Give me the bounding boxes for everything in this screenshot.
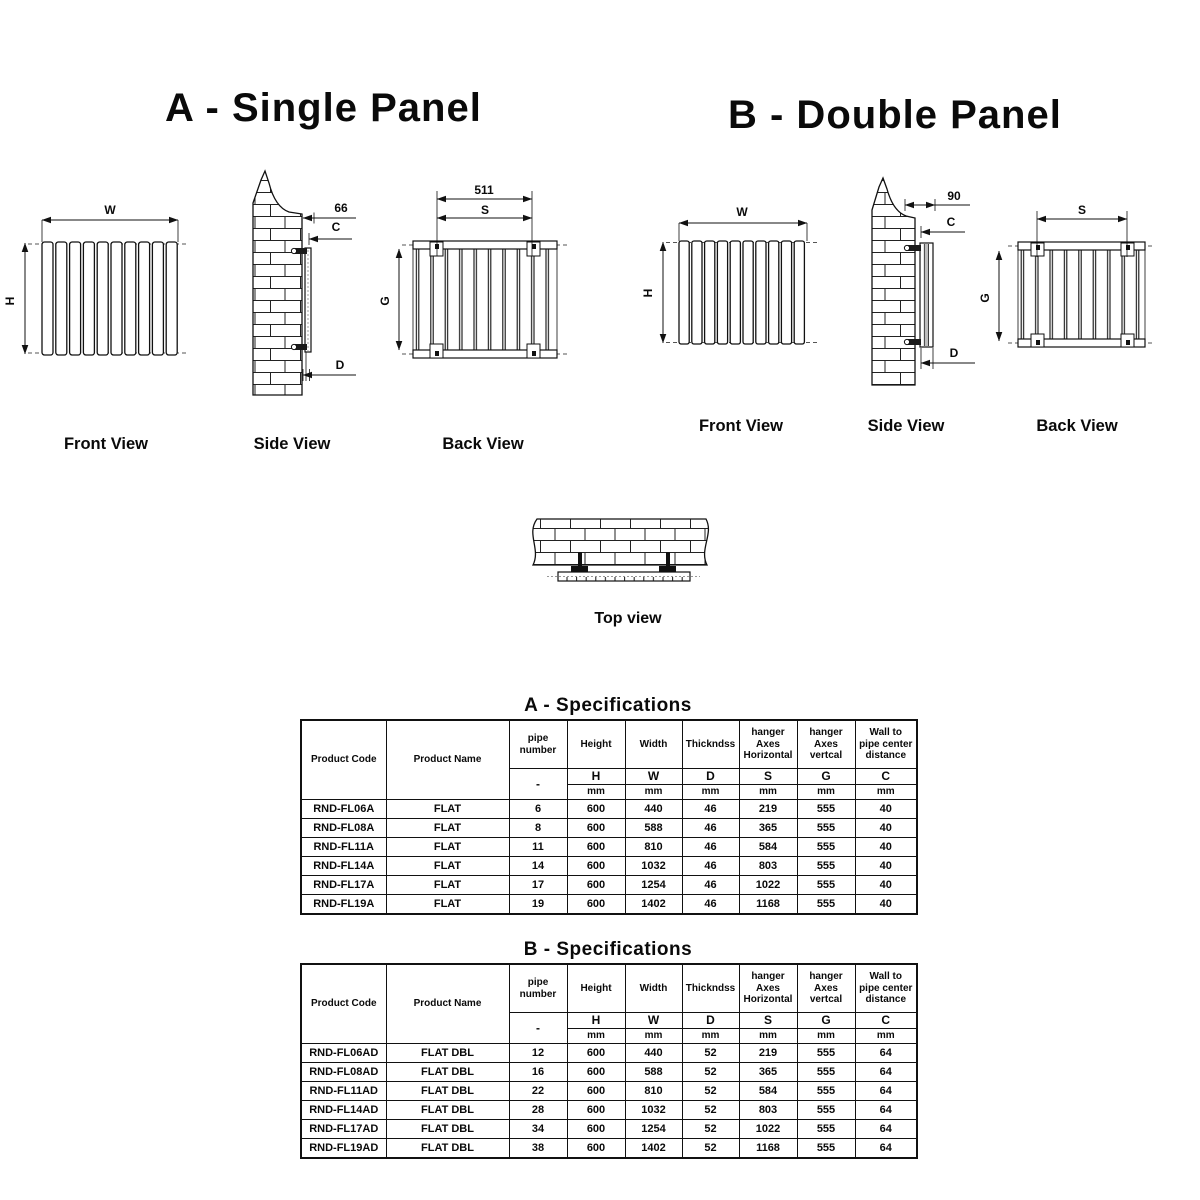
table-cell: 555 <box>797 819 855 838</box>
unit-cell: mm <box>682 785 739 800</box>
a-front-dim-h: H <box>3 296 17 306</box>
table-cell: 555 <box>797 838 855 857</box>
table-cell: 588 <box>625 819 682 838</box>
col-header-hanger-vertical: hanger Axes vertcal <box>797 964 855 1013</box>
table-cell: 1032 <box>625 1101 682 1120</box>
symbol-w: W <box>625 769 682 785</box>
table-row <box>301 876 917 895</box>
symbol-pipe: - <box>509 1013 567 1044</box>
b-front-view-label: Front View <box>698 417 784 435</box>
table-cell: 555 <box>797 857 855 876</box>
a-side-view-drawing <box>253 171 356 395</box>
table-cell: 12 <box>509 1044 567 1063</box>
table-cell: 555 <box>797 895 855 915</box>
unit-cell: mm <box>567 1029 625 1044</box>
unit-cell: mm <box>739 1029 797 1044</box>
table-cell: FLAT <box>386 838 509 857</box>
col-header-pipe-number: pipe number <box>509 964 567 1013</box>
table-cell: 600 <box>567 1139 625 1159</box>
table-cell: RND-FL08AD <box>301 1063 386 1082</box>
table-row <box>301 1139 917 1159</box>
table-cell: 1032 <box>625 857 682 876</box>
a-front-dim-w: W <box>104 203 116 217</box>
col-header-product-name: Product Name <box>386 720 509 800</box>
col-header-width: Width <box>625 720 682 769</box>
symbol-d: D <box>682 769 739 785</box>
table-cell: 600 <box>567 1082 625 1101</box>
table-cell: 46 <box>682 876 739 895</box>
table-cell: 38 <box>509 1139 567 1159</box>
table-cell: 600 <box>567 819 625 838</box>
b-side-dim-c: C <box>946 215 956 229</box>
table-cell: 803 <box>739 857 797 876</box>
col-header-thickness: Thickndss <box>682 720 739 769</box>
table-cell: 28 <box>509 1101 567 1120</box>
symbol-s: S <box>739 1013 797 1029</box>
spec-table-b-body <box>301 1044 917 1159</box>
table-cell: RND-FL17A <box>301 876 386 895</box>
table-cell: 8 <box>509 819 567 838</box>
symbol-h: H <box>567 769 625 785</box>
table-row <box>301 838 917 857</box>
top-view-drawing <box>533 519 709 581</box>
table-cell: 365 <box>739 1063 797 1082</box>
b-back-view-drawing <box>978 203 1155 347</box>
table-cell: 22 <box>509 1082 567 1101</box>
unit-cell: mm <box>625 785 682 800</box>
table-cell: FLAT DBL <box>386 1101 509 1120</box>
table-cell: 64 <box>855 1139 917 1159</box>
table-cell: 440 <box>625 800 682 819</box>
table-cell: 600 <box>567 876 625 895</box>
b-back-panel-slats <box>1018 250 1145 339</box>
a-back-dim-s: S <box>480 203 490 217</box>
table-cell: FLAT <box>386 857 509 876</box>
table-cell: 555 <box>797 1082 855 1101</box>
table-cell: 600 <box>567 1101 625 1120</box>
table-cell: 219 <box>739 1044 797 1063</box>
table-cell: 600 <box>567 1063 625 1082</box>
table-cell: RND-FL19AD <box>301 1139 386 1159</box>
table-cell: 600 <box>567 838 625 857</box>
table-cell: 52 <box>682 1063 739 1082</box>
col-header-wall-distance: Wall to pipe center distance <box>855 964 917 1013</box>
b-front-panel-slats <box>679 241 804 344</box>
table-cell: FLAT <box>386 819 509 838</box>
top-view-wall <box>533 519 709 565</box>
table-cell: 600 <box>567 800 625 819</box>
a-back-panel-slats <box>413 249 557 350</box>
table-cell: 52 <box>682 1101 739 1120</box>
table-cell: 1022 <box>739 1120 797 1139</box>
symbol-h: H <box>567 1013 625 1029</box>
a-back-view-label: Back View <box>442 435 524 453</box>
table-cell: 1168 <box>739 895 797 915</box>
table-cell: 64 <box>855 1101 917 1120</box>
unit-cell: mm <box>797 785 855 800</box>
table-cell: RND-FL11A <box>301 838 386 857</box>
table-row <box>301 1101 917 1120</box>
table-cell: 40 <box>855 876 917 895</box>
table-cell: 1022 <box>739 876 797 895</box>
table-cell: 365 <box>739 819 797 838</box>
col-header-hanger-horizontal: hanger Axes Horizontal <box>739 720 797 769</box>
a-front-view-drawing <box>3 203 186 355</box>
table-cell: 34 <box>509 1120 567 1139</box>
table-cell: 46 <box>682 857 739 876</box>
table-cell: 1254 <box>625 876 682 895</box>
table-row <box>301 1120 917 1139</box>
table-cell: 600 <box>567 857 625 876</box>
table-cell: 17 <box>509 876 567 895</box>
table-cell: 64 <box>855 1120 917 1139</box>
table-row <box>301 895 917 915</box>
col-header-wall-distance: Wall to pipe center distance <box>855 720 917 769</box>
table-cell: FLAT DBL <box>386 1063 509 1082</box>
symbol-c: C <box>855 1013 917 1029</box>
symbol-g: G <box>797 769 855 785</box>
b-side-view-label: Side View <box>867 417 945 435</box>
table-cell: 440 <box>625 1044 682 1063</box>
col-header-product-code: Product Code <box>301 964 386 1044</box>
table-row <box>301 1044 917 1063</box>
section-a-title: A - Single Panel <box>165 86 482 130</box>
b-back-view-label: Back View <box>1036 417 1118 435</box>
table-cell: 40 <box>855 895 917 915</box>
table-row <box>301 1063 917 1082</box>
table-cell: 555 <box>797 1101 855 1120</box>
col-header-height: Height <box>567 720 625 769</box>
section-b-title: B - Double Panel <box>728 93 1062 137</box>
table-cell: 555 <box>797 1139 855 1159</box>
table-cell: 40 <box>855 819 917 838</box>
b-side-view-drawing <box>872 178 975 385</box>
b-front-dim-w: W <box>736 205 748 219</box>
table-cell: FLAT <box>386 895 509 915</box>
table-cell: FLAT DBL <box>386 1120 509 1139</box>
table-cell: 14 <box>509 857 567 876</box>
table-cell: RND-FL11AD <box>301 1082 386 1101</box>
b-side-dim-top-offset: 90 <box>947 189 961 203</box>
table-cell: 803 <box>739 1101 797 1120</box>
table-cell: FLAT <box>386 800 509 819</box>
table-cell: 1402 <box>625 1139 682 1159</box>
table-cell: 11 <box>509 838 567 857</box>
a-front-view-label: Front View <box>63 435 149 453</box>
table-cell: 6 <box>509 800 567 819</box>
col-header-height: Height <box>567 964 625 1013</box>
table-cell: 1168 <box>739 1139 797 1159</box>
table-cell: 64 <box>855 1044 917 1063</box>
b-front-view-drawing <box>641 205 820 344</box>
unit-cell: mm <box>625 1029 682 1044</box>
table-cell: 555 <box>797 876 855 895</box>
unit-cell: mm <box>855 1029 917 1044</box>
table-row <box>301 819 917 838</box>
a-back-dim-g: G <box>378 296 392 306</box>
col-header-thickness: Thickndss <box>682 964 739 1013</box>
table-cell: 40 <box>855 838 917 857</box>
b-side-dim-d: D <box>949 346 959 360</box>
table-cell: 588 <box>625 1063 682 1082</box>
top-view-label: Top view <box>594 610 662 627</box>
table-cell: RND-FL06AD <box>301 1044 386 1063</box>
table-cell: 16 <box>509 1063 567 1082</box>
symbol-w: W <box>625 1013 682 1029</box>
table-cell: 600 <box>567 1044 625 1063</box>
unit-cell: mm <box>567 785 625 800</box>
table-cell: 46 <box>682 895 739 915</box>
table-cell: 555 <box>797 1044 855 1063</box>
table-row <box>301 800 917 819</box>
table-a-title: A - Specifications <box>524 695 692 716</box>
table-cell: FLAT DBL <box>386 1044 509 1063</box>
symbol-d: D <box>682 1013 739 1029</box>
spec-table-a <box>300 719 918 915</box>
unit-cell: mm <box>797 1029 855 1044</box>
table-cell: RND-FL17AD <box>301 1120 386 1139</box>
unit-cell: mm <box>739 785 797 800</box>
symbol-s: S <box>739 769 797 785</box>
table-cell: FLAT <box>386 876 509 895</box>
spec-table-a-body <box>301 800 917 915</box>
a-side-view-label: Side View <box>253 435 331 453</box>
table-cell: 810 <box>625 1082 682 1101</box>
symbol-pipe: - <box>509 769 567 800</box>
table-cell: 810 <box>625 838 682 857</box>
table-cell: 219 <box>739 800 797 819</box>
b-back-dim-s: S <box>1077 203 1087 217</box>
table-cell: RND-FL06A <box>301 800 386 819</box>
b-back-dim-g: G <box>978 293 992 303</box>
table-cell: 555 <box>797 800 855 819</box>
symbol-c: C <box>855 769 917 785</box>
col-header-product-code: Product Code <box>301 720 386 800</box>
a-front-panel-slats <box>42 242 177 355</box>
table-cell: 40 <box>855 857 917 876</box>
symbol-g: G <box>797 1013 855 1029</box>
table-cell: FLAT DBL <box>386 1139 509 1159</box>
table-cell: 19 <box>509 895 567 915</box>
table-cell: RND-FL08A <box>301 819 386 838</box>
table-cell: 1402 <box>625 895 682 915</box>
table-cell: 40 <box>855 800 917 819</box>
a-side-wall <box>253 171 302 395</box>
table-cell: 52 <box>682 1139 739 1159</box>
table-cell: 46 <box>682 819 739 838</box>
table-cell: FLAT DBL <box>386 1082 509 1101</box>
a-side-dim-d: D <box>335 358 345 372</box>
table-cell: 64 <box>855 1063 917 1082</box>
unit-cell: mm <box>682 1029 739 1044</box>
spec-table-b <box>300 963 918 1159</box>
a-back-view-drawing <box>378 183 568 358</box>
col-header-product-name: Product Name <box>386 964 509 1044</box>
table-cell: 600 <box>567 1120 625 1139</box>
table-cell: 555 <box>797 1120 855 1139</box>
table-cell: 52 <box>682 1120 739 1139</box>
table-cell: 52 <box>682 1082 739 1101</box>
table-cell: 584 <box>739 838 797 857</box>
table-cell: 46 <box>682 800 739 819</box>
table-cell: 1254 <box>625 1120 682 1139</box>
table-row <box>301 857 917 876</box>
table-cell: 555 <box>797 1063 855 1082</box>
table-cell: 52 <box>682 1044 739 1063</box>
a-side-dim-top-offset: 66 <box>334 201 348 215</box>
table-b-title: B - Specifications <box>523 939 693 960</box>
table-row <box>301 1082 917 1101</box>
table-cell: RND-FL19A <box>301 895 386 915</box>
unit-cell: mm <box>855 785 917 800</box>
table-cell: RND-FL14A <box>301 857 386 876</box>
col-header-hanger-vertical: hanger Axes vertcal <box>797 720 855 769</box>
table-cell: 46 <box>682 838 739 857</box>
col-header-hanger-horizontal: hanger Axes Horizontal <box>739 964 797 1013</box>
col-header-width: Width <box>625 964 682 1013</box>
col-header-pipe-number: pipe number <box>509 720 567 769</box>
table-cell: 600 <box>567 895 625 915</box>
table-cell: RND-FL14AD <box>301 1101 386 1120</box>
a-side-dim-c: C <box>331 220 341 234</box>
b-front-dim-h: H <box>641 288 655 298</box>
table-cell: 584 <box>739 1082 797 1101</box>
table-cell: 64 <box>855 1082 917 1101</box>
a-back-dim-span: 511 <box>474 183 494 197</box>
b-side-wall <box>872 178 915 385</box>
